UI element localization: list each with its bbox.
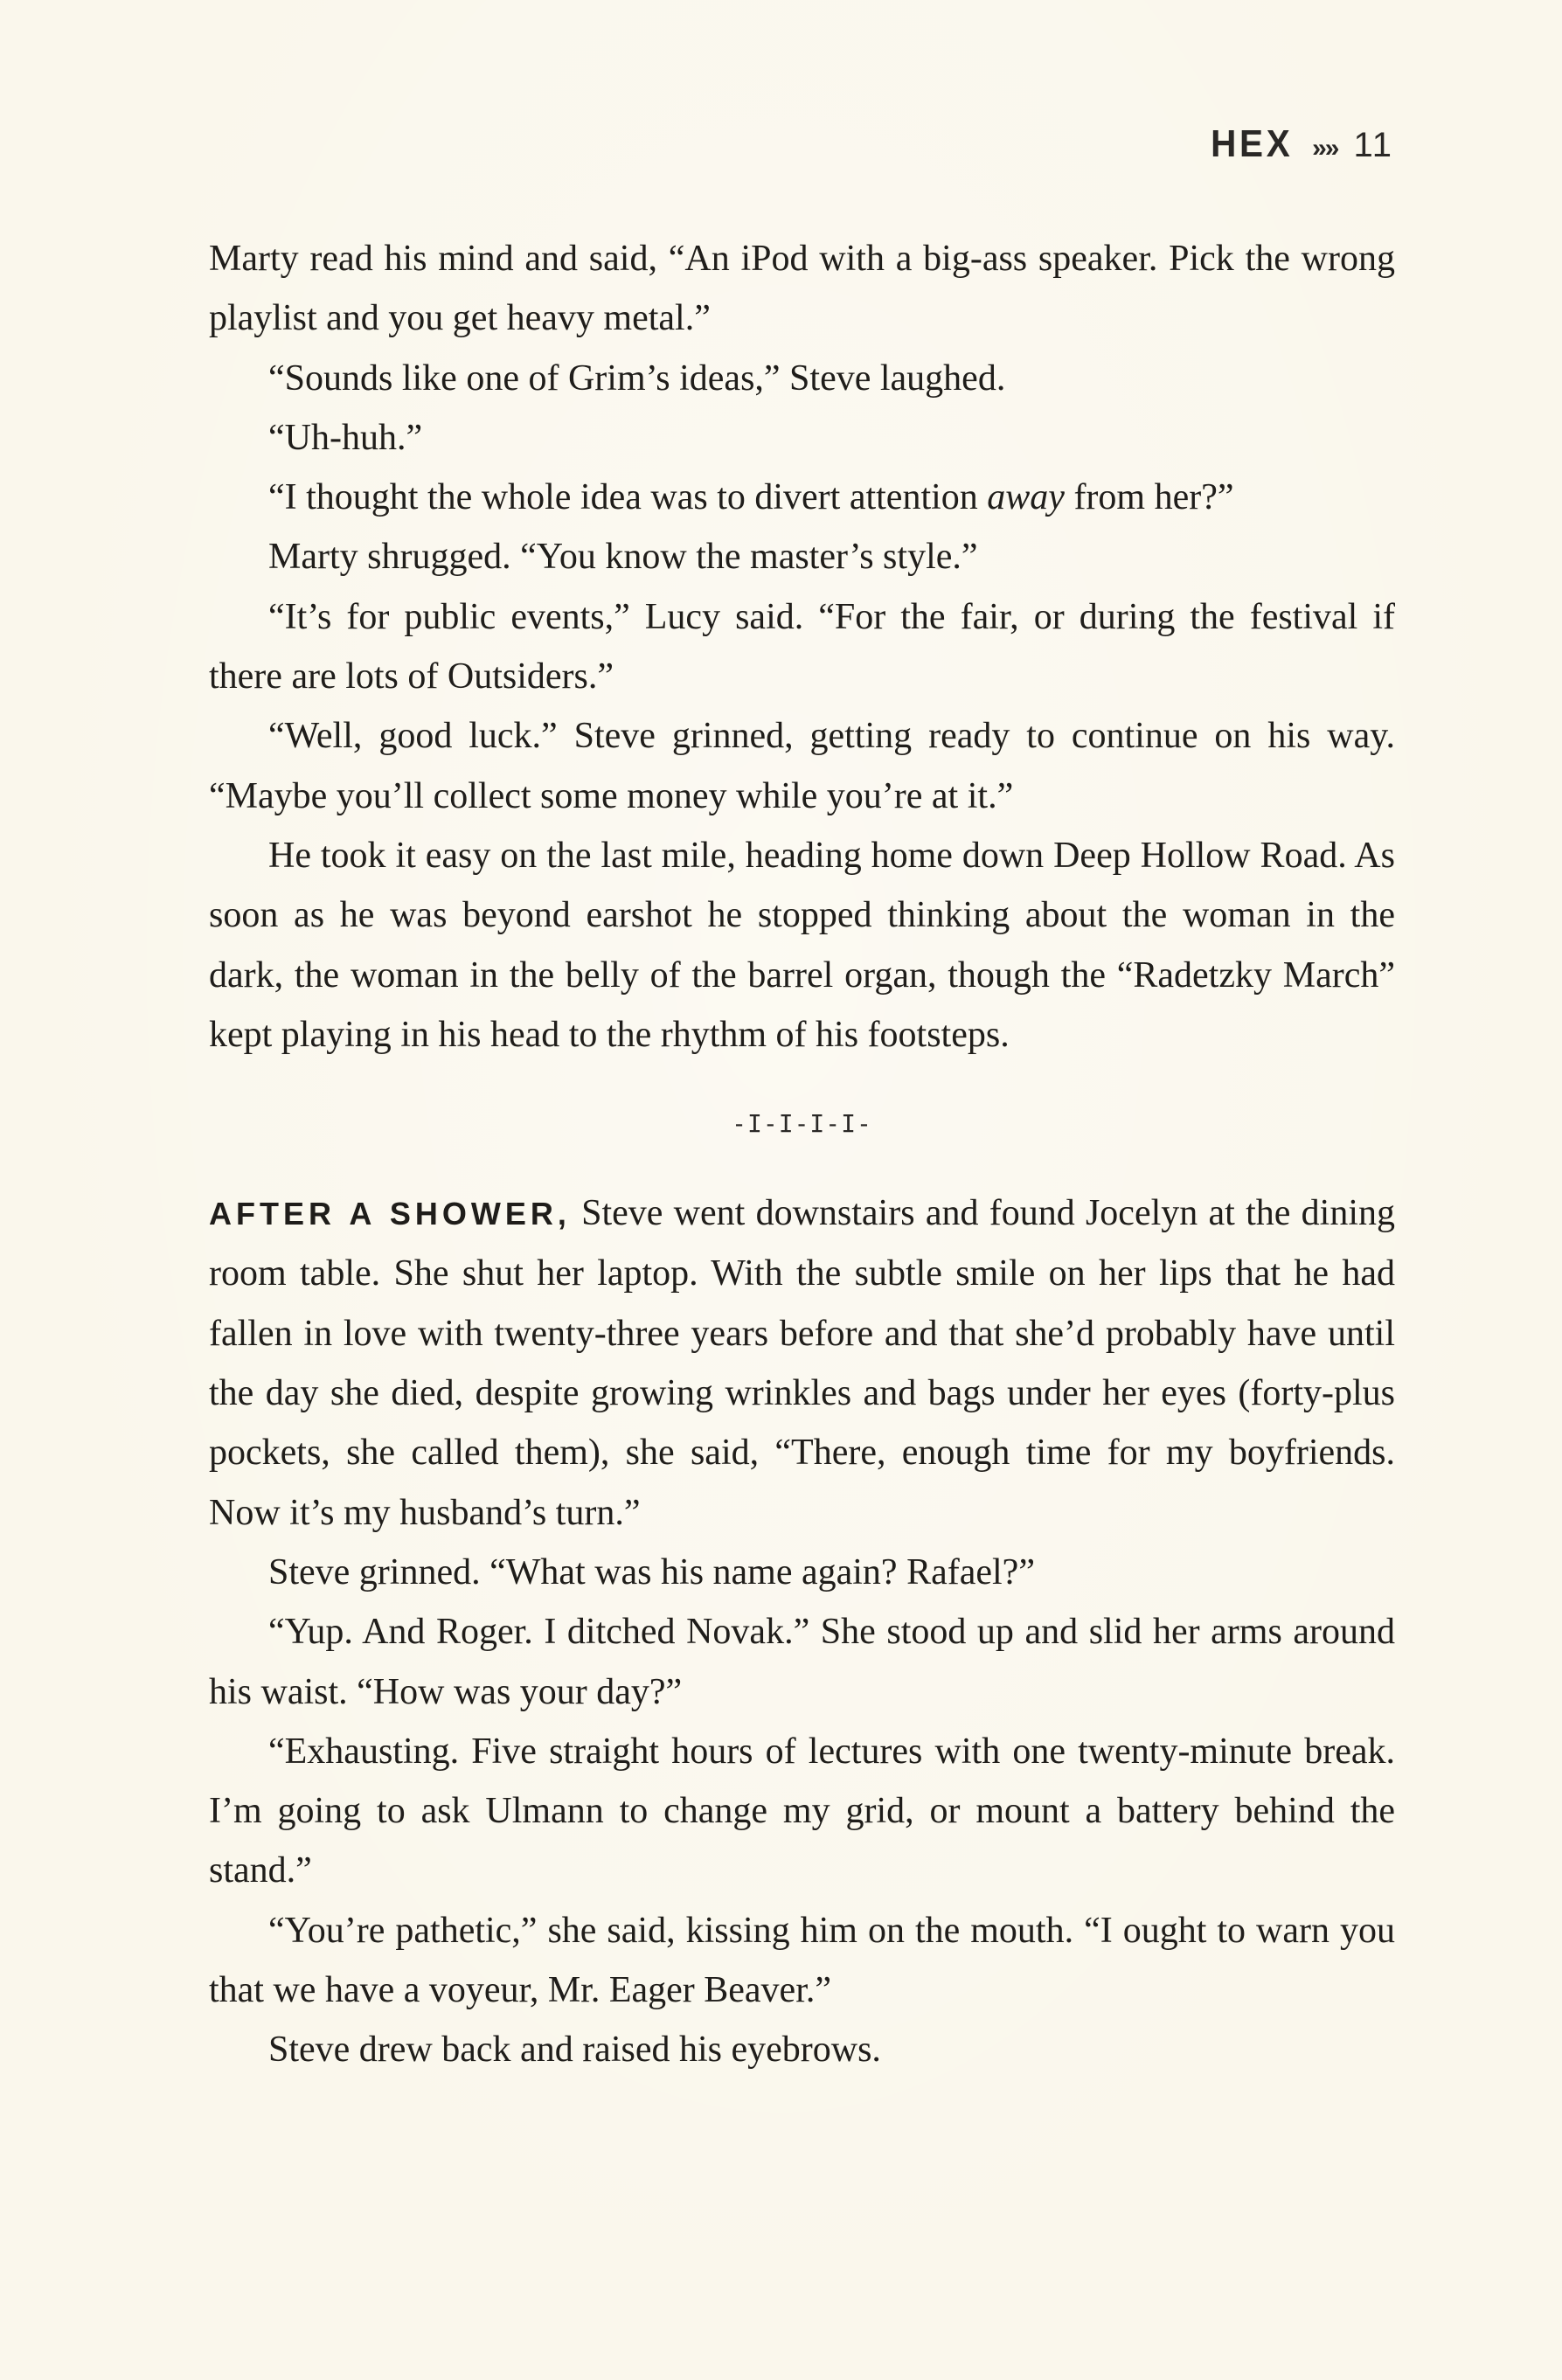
separator-glyph: »»: [1312, 134, 1338, 163]
body-text: [209, 229, 1395, 2080]
paragraph-2: “Sounds like one of Grim’s ideas,” Steve laughed.: [268, 357, 1006, 399]
paragraph-8: He took it easy on the last mile, heading home down Deep Hollow Road. As soon as he was beyond earshot he stopped thinking about the woman in the dark, the woman in the belly of the barrel organ, though the “Radetzky March” kept playing in his head to the rhythm of his footsteps.: [209, 835, 1395, 1055]
paragraph-4-text-before: “I thought the whole idea was to divert attention: [268, 477, 988, 518]
paragraph-10: Steve grinned. “What was his name again? Rafael?”: [268, 1551, 1035, 1592]
paragraph-12: “Exhausting. Five straight hours of lectures with one twenty-minute break. I’m going to ask Ulmann to change my grid, or mount a battery behind the stand.”: [209, 1731, 1395, 1891]
paragraph-4-text-after: from her?”: [1064, 477, 1234, 518]
paragraph-7: “Well, good luck.” Steve grinned, getting ready to continue on his way. “Maybe you’ll collect some money while you’re at it.”: [209, 716, 1395, 816]
book-title: HEX: [1210, 122, 1293, 165]
paragraph-1: Marty read his mind and said, “An iPod with a big-ass speaker. Pick the wrong playlist and you get heavy metal.”: [209, 239, 1395, 339]
paragraph-13: “You’re pathetic,” she said, kissing him on the mouth. “I ought to warn you that we have a voyeur, Mr. Eager Beaver.”: [209, 1910, 1395, 2011]
run-in-heading: AFTER A SHOWER,: [209, 1196, 571, 1232]
section-break-ornament: -I-I-I-I-: [732, 1109, 872, 1139]
paragraph-4: [209, 468, 1395, 527]
running-head: [1207, 122, 1393, 166]
page-number: 11: [1353, 126, 1393, 164]
paragraph-6: “It’s for public events,” Lucy said. “For the fair, or during the festival if there are lots of Outsiders.”: [209, 596, 1395, 697]
paragraph-9: [209, 1183, 1395, 1543]
paragraph-9-text: Steve went downstairs and found Jocelyn at the dining room table. She shut her laptop. With the subtle smile on her lips that he had fallen in love with twenty-three years before and that she’d probably have until the day she died, despite growing wrinkles and bags under her eyes (forty-plus pockets, she called them), she said, “There, enough time for my boyfriends. Now it’s my husband’s turn.”: [209, 1193, 1395, 1533]
paragraph-11: “Yup. And Roger. I ditched Novak.” She stood up and slid her arms around his waist. “How was your day?”: [209, 1612, 1395, 1712]
paragraph-3: “Uh-huh.”: [268, 417, 423, 458]
paragraph-14: Steve drew back and raised his eyebrows.: [268, 2030, 881, 2071]
paragraph-4-emphasis: away: [987, 477, 1065, 518]
paragraph-5: Marty shrugged. “You know the master’s style.”: [268, 537, 978, 578]
